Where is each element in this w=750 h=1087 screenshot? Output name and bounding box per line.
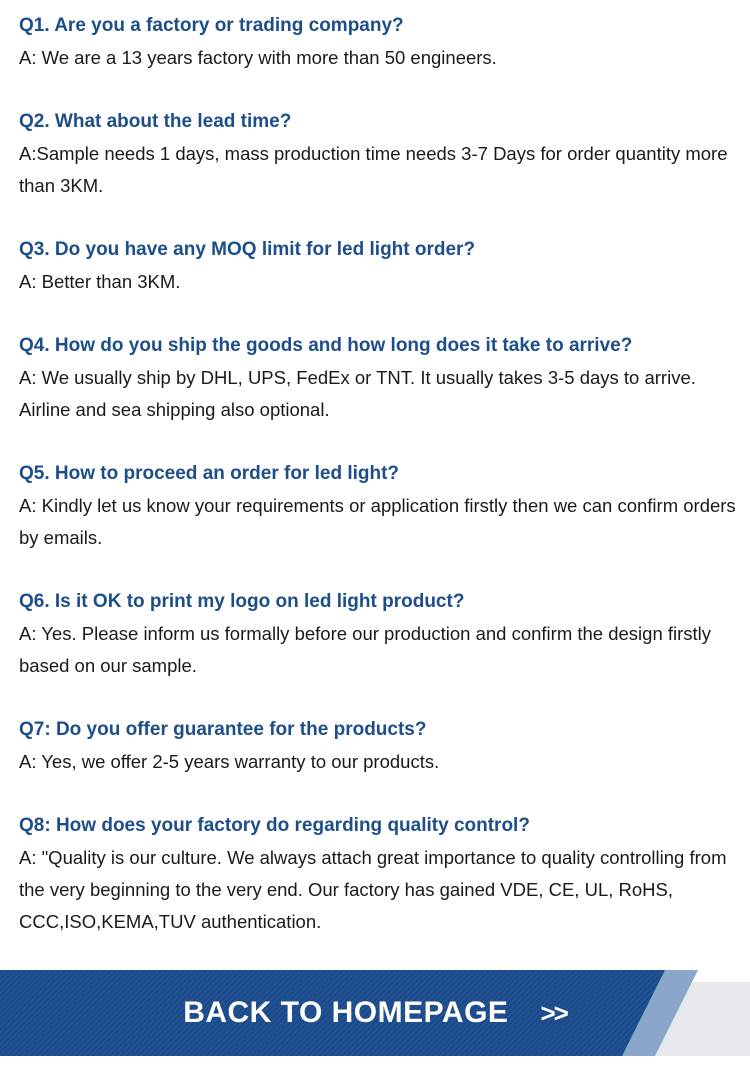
faq-answer-3: A: Better than 3KM.: [19, 271, 181, 292]
double-chevron-right-icon: >>: [540, 997, 567, 1028]
faq-question-8: Q8: How does your factory do regarding quality control?: [19, 815, 530, 836]
faq-answer-2: A:Sample needs 1 days, mass production time needs 3-7 Days for order quantity more than 3KM.: [19, 143, 728, 196]
faq-item-8: [19, 810, 739, 938]
faq-item-7: [19, 714, 739, 778]
faq-question-2: Q2. What about the lead time?: [19, 111, 292, 132]
faq-question-5: Q5. How to proceed an order for led light?: [19, 463, 400, 484]
faq-question-1: Q1. Are you a factory or trading company?: [19, 15, 404, 36]
faq-answer-1: A: We are a 13 years factory with more than 50 engineers.: [19, 47, 497, 68]
faq-question-4: Q4. How do you ship the goods and how long does it take to arrive?: [19, 335, 633, 356]
faq-item-3: [19, 234, 739, 298]
faq-item-6: [19, 586, 739, 682]
faq-item-2: [19, 106, 739, 202]
faq-list: [19, 10, 739, 970]
faq-question-6: Q6. Is it OK to print my logo on led light product?: [19, 591, 465, 612]
faq-answer-5: A: Kindly let us know your requirements or application firstly then we can confirm orders by emails.: [19, 495, 736, 548]
faq-answer-7: A: Yes, we offer 2-5 years warranty to our products.: [19, 751, 440, 772]
back-to-homepage-banner: [0, 970, 750, 1056]
faq-question-3: Q3. Do you have any MOQ limit for led light order?: [19, 239, 476, 260]
faq-item-5: [19, 458, 739, 554]
faq-answer-6: A: Yes. Please inform us formally before our production and confirm the design firstly based on our sample.: [19, 623, 712, 676]
faq-answer-8: A: "Quality is our culture. We always attach great importance to quality controlling from the very beginning to the very end. Our factory has gained VDE, CE, UL, RoHS, CCC,ISO,KEMA,TUV authentication.: [19, 847, 727, 932]
faq-answer-4: A: We usually ship by DHL, UPS, FedEx or TNT. It usually takes 3-5 days to arrive. Airline and sea shipping also optional.: [19, 367, 696, 420]
back-to-homepage-label: BACK TO HOMEPAGE: [183, 996, 509, 1029]
faq-item-4: [19, 330, 739, 426]
faq-item-1: [19, 10, 739, 74]
back-to-homepage-button[interactable]: [0, 970, 750, 1056]
faq-question-7: Q7: Do you offer guarantee for the products?: [19, 719, 427, 740]
